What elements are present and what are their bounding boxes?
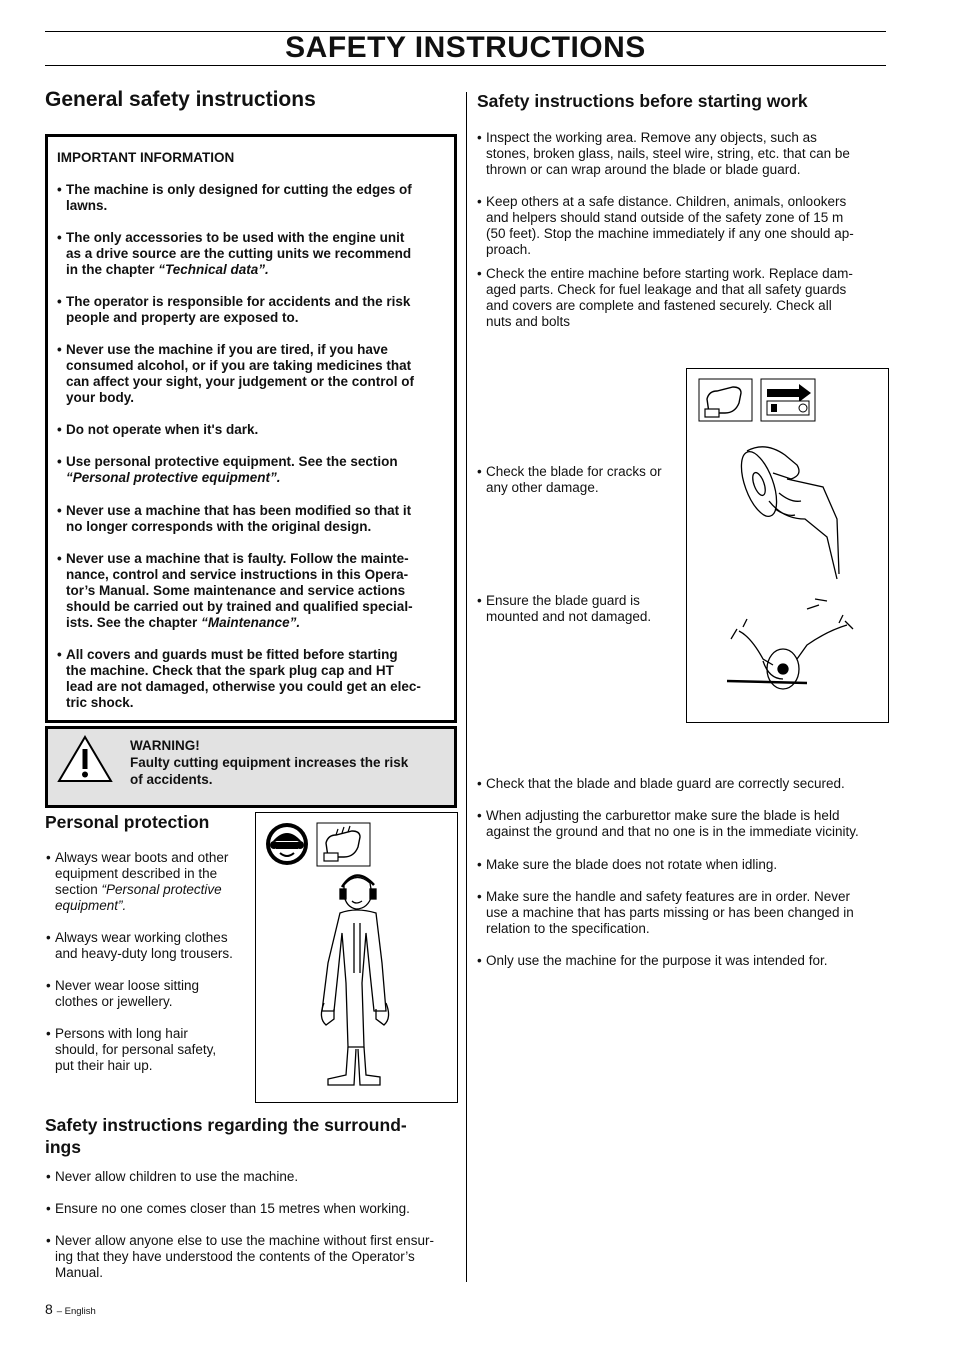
hands-checking-blade: [734, 447, 839, 609]
before-work-item: • When adjusting the carburettor make sure the blade is held against the ground and that no one is in the immediate vicinity.: [477, 808, 859, 839]
info-item: • Do not operate when it's dark.: [57, 422, 259, 437]
before-work-item: • Check the entire machine before starting work. Replace dam- aged parts. Check for fuel leakage and that all safety guards and covers are complete and fastened securely. Check all nuts and bolts: [477, 266, 853, 329]
ref-technical-data: “Technical data”.: [158, 262, 269, 277]
blade-guard-item: • Ensure the blade guard is mounted and not damaged.: [477, 593, 652, 624]
before-work-item: • Only use the machine for the purpose it was intended for.: [477, 953, 828, 968]
info-item: • Never use a machine that is faulty. Follow the mainte- nance, control and service instructions in this Opera- tor’s Manual. Some maintenance and service actions should be carried out by trained and qualified special- ists. See the chapter “Maintenance”.: [57, 551, 413, 630]
surroundings-heading: Safety instructions regarding the surround- ings: [45, 1115, 407, 1157]
blade-inspection-figure: [686, 368, 889, 723]
before-work-item: • Make sure the handle and safety features are in order. Never use a machine that has parts missing or has been changed in relation to the specification.: [477, 889, 854, 936]
title-rule-bottom: [45, 65, 886, 66]
page-number: 8: [45, 1301, 53, 1317]
personal-item: • Always wear working clothes and heavy-duty long trousers.: [46, 930, 233, 961]
surroundings-item: • Ensure no one comes closer than 15 metres when working.: [46, 1201, 410, 1216]
page-title: SAFETY INSTRUCTIONS: [285, 31, 646, 64]
warning-triangle-icon: [57, 734, 113, 784]
warning-text: WARNING! Faulty cutting equipment increases the risk of accidents.: [130, 738, 409, 787]
personal-item: • Always wear boots and other equipment described in the section “Personal protective equipment”.: [46, 850, 229, 913]
person-figure: [321, 875, 388, 1085]
glove-icon: [699, 379, 752, 421]
helmet-visor-icon: [266, 823, 308, 865]
ref-ppe: “Personal protective equipment”.: [66, 470, 281, 485]
hands-checking-blade-guard: [727, 615, 853, 689]
surroundings-item: • Never allow children to use the machine.: [46, 1169, 299, 1184]
page-footer: [45, 1301, 96, 1317]
info-item: • Never use a machine that has been modified so that it no longer corresponds with the original design.: [57, 503, 412, 534]
page-language: – English: [56, 1306, 96, 1317]
info-item: • The only accessories to be used with the engine unit as a drive source are the cutting units we recommend in the chapter “Technical data”.: [57, 230, 412, 277]
before-work-item: • Check that the blade and blade guard are correctly secured.: [477, 776, 845, 791]
info-item: • Use personal protective equipment. See the section “Personal protective equipment”.: [57, 454, 398, 485]
personal-item: • Persons with long hair should, for personal safety, put their hair up.: [46, 1026, 217, 1073]
column-divider: [466, 92, 467, 1282]
blade-inspection-illustration: [687, 369, 888, 722]
personal-protection-heading: Personal protection: [45, 812, 210, 832]
info-item: • The machine is only designed for cutting the edges of lawns.: [57, 182, 412, 213]
info-item: • Never use the machine if you are tired, if you have consumed alcohol, or if you are taking medicines that can affect your sight, your judgement or the control of your body.: [57, 342, 415, 405]
important-info-title: IMPORTANT INFORMATION: [57, 150, 235, 165]
ref-maintenance: “Maintenance”.: [201, 615, 301, 630]
info-item: • The operator is responsible for accidents and the risk people and property are exposed to.: [57, 294, 411, 325]
before-work-item: • Inspect the working area. Remove any objects, such as stones, broken glass, nails, steel wire, string, etc. that can be thrown or can wrap around the blade or blade guard.: [477, 130, 850, 177]
before-work-item: • Keep others at a safe distance. Children, animals, onlookers and helpers should stand outside of the safety zone of 15 m (50 feet). Stop the machine immediately if any one should ap- proach.: [477, 194, 854, 257]
before-work-heading: Safety instructions before starting work: [477, 91, 808, 111]
info-item: • All covers and guards must be fitted before starting the machine. Check that the spark plug cap and HT lead are not damaged, otherwise you could get an elec- tric shock.: [57, 647, 421, 710]
surroundings-item: • Never allow anyone else to use the machine without first ensur- ing that they have understood the contents of the Operator’s Manual.: [46, 1233, 434, 1280]
blade-check-item: • Check the blade for cracks or any other damage.: [477, 464, 662, 495]
protective-equipment-illustration: [256, 813, 457, 1102]
see-manual-arrow-icon: [761, 379, 815, 421]
before-work-item: • Make sure the blade does not rotate when idling.: [477, 857, 778, 872]
glove-icon: [317, 823, 370, 866]
personal-item: • Never wear loose sitting clothes or jewellery.: [46, 978, 200, 1009]
general-heading: General safety instructions: [45, 88, 316, 111]
protective-equipment-figure: [255, 812, 458, 1103]
